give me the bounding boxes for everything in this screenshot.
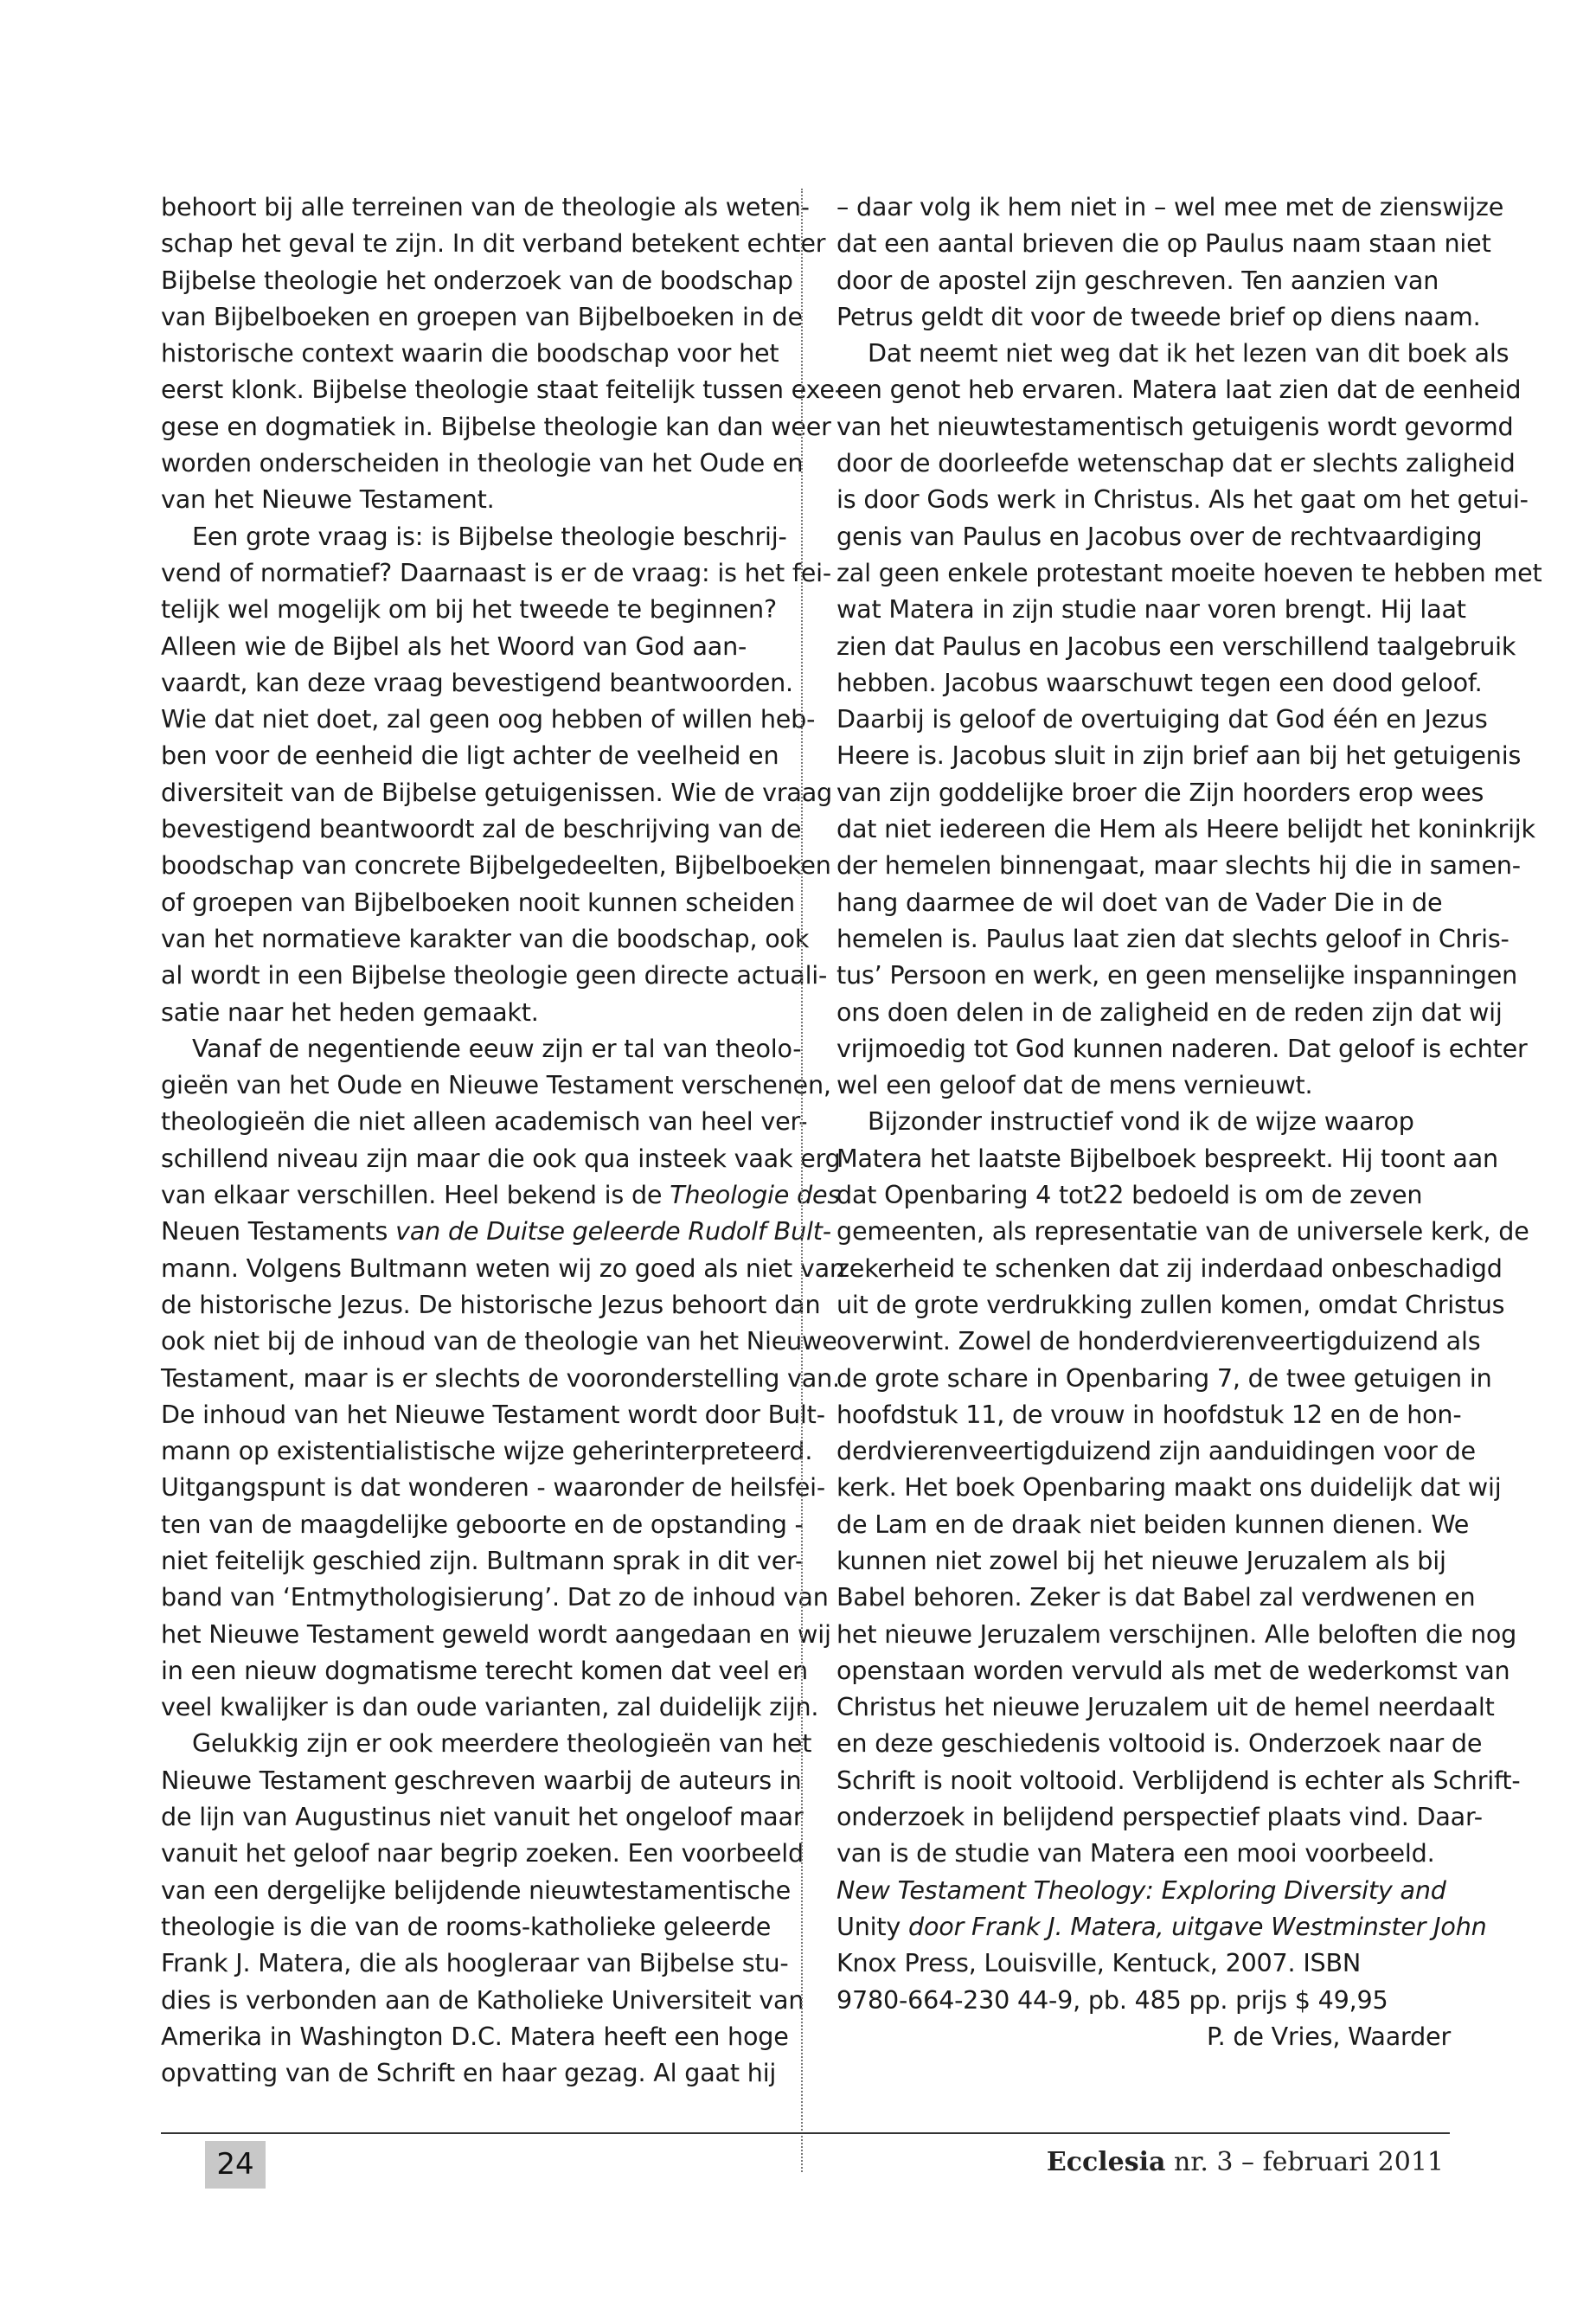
text-line: van elkaar verschillen. Heel bekend is de Theologie des (161, 1180, 841, 1210)
text-line: of groepen van Bijbelboeken nooit kunnen scheiden (161, 887, 795, 917)
text-line: hebben. Jacobus waarschuwt tegen een dood geloof. (836, 667, 1483, 697)
text-line: theologie is die van de rooms-katholieke geleerde (161, 1911, 772, 1941)
paragraph (836, 335, 1542, 1103)
text-line: boodschap van concrete Bijbelgedeelten, Bijbelboeken (161, 850, 831, 881)
paragraph (836, 1103, 1529, 1871)
text-line: dat niet iedereen die Hem als Heere belijdt het koninkrijk (836, 814, 1535, 844)
text-line: hemelen is. Paulus laat zien dat slechts geloof in Chris- (836, 923, 1509, 953)
left-column (161, 189, 845, 2091)
text-line: Babel behoren. Zeker is dat Babel zal verdwenen en (836, 1582, 1476, 1612)
text-line: wel een geloof dat de mens vernieuwt. (836, 1070, 1313, 1100)
text-line: theologieën die niet alleen academisch van heel ver- (161, 1106, 808, 1137)
paragraph (836, 189, 1504, 335)
text-line: wat Matera in zijn studie naar voren brengt. Hij laat (836, 594, 1466, 625)
text-line: Wie dat niet doet, zal geen oog hebben of willen heb- (161, 704, 816, 734)
text-line: vanuit het geloof naar begrip zoeken. Een voorbeeld (161, 1838, 804, 1868)
text-line: – daar volg ik hem niet in – wel mee met de zienswijze (836, 192, 1504, 221)
column-divider (801, 189, 803, 2172)
paragraph (161, 518, 832, 1030)
text-line: kunnen niet zowel bij het nieuwe Jeruzalem als bij (836, 1545, 1446, 1575)
text-line: een genot heb ervaren. Matera laat zien dat de eenheid (836, 375, 1522, 405)
issue-info: nr. 3 – februari 2011 (1165, 2147, 1444, 2177)
text-line: Schrift is nooit voltooid. Verblijdend is echter als Schrift- (836, 1765, 1521, 1795)
text-line: zien dat Paulus en Jacobus een verschillend taalgebruik (836, 631, 1516, 661)
text-line: derdvierenveertigduizend zijn aanduidingen voor de (836, 1436, 1476, 1466)
text-line: hang daarmee de wil doet van de Vader Die in de (836, 887, 1443, 917)
text-line: gese en dogmatiek in. Bijbelse theologie kan dan weer (161, 411, 831, 441)
text-line: onderzoek in belijdend perspectief plaats vind. Daar- (836, 1802, 1483, 1832)
text-line: Frank J. Matera, die als hoogleraar van Bijbelse stu- (161, 1948, 789, 1978)
text-line: Amerika in Washington D.C. Matera heeft een hoge (161, 2021, 789, 2051)
text-line: Heere is. Jacobus sluit in zijn brief aan bij het getuigenis (836, 740, 1522, 771)
text-line: zal geen enkele protestant moeite hoeven te hebben met (836, 557, 1542, 587)
text-line: Unity door Frank J. Matera, uitgave Westminster John (836, 1911, 1487, 1941)
text-line: Neuen Testaments van de Duitse geleerde Rudolf Bult- (161, 1216, 831, 1247)
text-line: genis van Paulus en Jacobus over de rechtvaardiging (836, 521, 1483, 551)
text-line: band van ‘Entmythologisierung’. Dat zo de inhoud van (161, 1582, 829, 1612)
text-line: de Lam en de draak niet beiden kunnen dienen. We (836, 1509, 1470, 1539)
text-line: Christus het nieuwe Jeruzalem uit de hemel neerdaalt (836, 1692, 1495, 1722)
right-column (836, 189, 1542, 2054)
text-line: Nieuwe Testament geschreven waarbij de auteurs in (161, 1765, 802, 1795)
paragraph (161, 1725, 812, 2091)
text-line: bevestigend beantwoordt zal de beschrijving van de (161, 814, 802, 844)
text-line: van het normatieve karakter van die boodschap, ook (161, 923, 810, 953)
text-line: worden onderscheiden in theologie van het Oude en (161, 448, 804, 478)
text-line: Bijbelse theologie het onderzoek van de boodschap (161, 265, 793, 295)
text-line: Uitgangspunt is dat wonderen - waaronder de heilsfei- (161, 1472, 826, 1503)
text-line: dat een aantal brieven die op Paulus naam staan niet (836, 228, 1491, 259)
page-number: 24 (205, 2141, 266, 2189)
text-line: vaardt, kan deze vraag bevestigend beantwoorden. (161, 667, 793, 697)
text-line: de grote schare in Openbaring 7, de twee getuigen in (836, 1362, 1492, 1393)
text-line: hoofdstuk 11, de vrouw in hoofdstuk 12 en de hon- (836, 1399, 1462, 1429)
text-line: satie naar het heden gemaakt. (161, 997, 539, 1027)
text-line: vrijmoedig tot God kunnen naderen. Dat geloof is echter (836, 1033, 1528, 1063)
book-review-info (836, 1872, 1487, 2054)
text-line: De inhoud van het Nieuwe Testament wordt door Bult- (161, 1399, 825, 1429)
footer-rule (161, 2132, 1450, 2134)
text-line: van het Nieuwe Testament. (161, 484, 495, 515)
text-line: vend of normatief? Daarnaast is er de vraag: is het fei- (161, 557, 831, 587)
text-line: van zijn goddelijke broer die Zijn hoorders erop wees (836, 777, 1484, 807)
text-line: der hemelen binnengaat, maar slechts hij die in samen- (836, 850, 1521, 881)
magazine-name: Ecclesia (1046, 2147, 1166, 2177)
paragraph (161, 189, 843, 518)
text-line: al wordt in een Bijbelse theologie geen directe actuali- (161, 960, 828, 990)
text-line: in een nieuw dogmatisme terecht komen dat veel en (161, 1655, 808, 1685)
text-line: door de apostel zijn geschreven. Ten aanzien van (836, 265, 1439, 295)
text-line: ten van de maagdelijke geboorte en de opstanding - (161, 1509, 804, 1539)
text-line: tus’ Persoon en werk, en geen menselijke inspanningen (836, 960, 1518, 990)
text-line: de historische Jezus. De historische Jezus behoort dan (161, 1289, 821, 1319)
paragraph (161, 1030, 845, 1726)
text-line: kerk. Het boek Openbaring maakt ons duidelijk dat wij (836, 1472, 1502, 1503)
text-line: Knox Press, Louisville, Kentuck, 2007. ISBN (836, 1948, 1362, 1978)
text-line: uit de grote verdrukking zullen komen, omdat Christus (836, 1289, 1505, 1319)
text-line: zekerheid te schenken dat zij inderdaad onbeschadigd (836, 1253, 1503, 1283)
text-line: ook niet bij de inhoud van de theologie van het Nieuwe (161, 1326, 837, 1356)
text-line: dat Openbaring 4 tot22 bedoeld is om de zeven (836, 1180, 1423, 1210)
text-line: behoort bij alle terreinen van de theologie als weten- (161, 192, 810, 221)
text-line: mann. Volgens Bultmann weten wij zo goed als niet van (161, 1253, 845, 1283)
text-line: van is de studie van Matera een mooi voorbeeld. (836, 1838, 1435, 1868)
text-line: is door Gods werk in Christus. Als het gaat om het getui- (836, 484, 1529, 515)
text-line: het nieuwe Jeruzalem verschijnen. Alle beloften die nog (836, 1618, 1517, 1649)
text-line: ben voor de eenheid die ligt achter de veelheid en (161, 740, 779, 771)
text-line: schillend niveau zijn maar die ook qua insteek vaak erg (161, 1143, 841, 1173)
text-line: dies is verbonden aan de Katholieke Universiteit van (161, 1984, 804, 2015)
text-line: veel kwalijker is dan oude varianten, zal duidelijk zijn. (161, 1692, 819, 1722)
text-line: New Testament Theology: Exploring Diversity and (836, 1875, 1446, 1905)
text-line: Alleen wie de Bijbel als het Woord van God aan- (161, 631, 747, 661)
footer-issue (1047, 2147, 1444, 2177)
text-line: telijk wel mogelijk om bij het tweede te beginnen? (161, 594, 777, 625)
text-line: gemeenten, als representatie van de universele kerk, de (836, 1216, 1529, 1247)
text-line: en deze geschiedenis voltooid is. Onderzoek naar de (836, 1728, 1483, 1759)
text-line: Bijzonder instructief vond ik de wijze waarop (868, 1106, 1414, 1137)
text-line: Dat neemt niet weg dat ik het lezen van dit boek als (868, 338, 1509, 369)
text-line: opvatting van de Schrift en haar gezag. Al gaat hij (161, 2058, 777, 2088)
text-line: diversiteit van de Bijbelse getuigenissen. Wie de vraag (161, 777, 832, 807)
text-line: historische context waarin die boodschap voor het (161, 338, 779, 369)
text-line: Vanaf de negentiende eeuw zijn er tal van theolo- (192, 1033, 802, 1063)
text-line: ons doen delen in de zaligheid en de reden zijn dat wij (836, 997, 1503, 1027)
text-line: eerst klonk. Bijbelse theologie staat feitelijk tussen exe- (161, 375, 843, 405)
text-line: van een dergelijke belijdende nieuwtestamentische (161, 1875, 791, 1905)
text-line: Een grote vraag is: is Bijbelse theologie beschrij- (192, 521, 787, 551)
text-line: 9780-664-230 44-9, pb. 485 pp. prijs $ 49,95 (836, 1984, 1388, 2015)
text-line: Testament, maar is er slechts de vooronderstelling van. (161, 1362, 840, 1393)
text-line: het Nieuwe Testament geweld wordt aangedaan en wij (161, 1618, 831, 1649)
text-line: niet feitelijk geschied zijn. Bultmann sprak in dit ver- (161, 1545, 804, 1575)
text-line: overwint. Zowel de honderdvierenveertigduizend als (836, 1326, 1481, 1356)
text-line: schap het geval te zijn. In dit verband betekent echter (161, 228, 826, 259)
text-line: openstaan worden vervuld als met de wederkomst van (836, 1655, 1510, 1685)
text-line: van Bijbelboeken en groepen van Bijbelboeken in de (161, 301, 803, 331)
text-line: de lijn van Augustinus niet vanuit het ongeloof maar (161, 1802, 804, 1832)
text-line: mann op existentialistische wijze geherinterpreteerd. (161, 1436, 813, 1466)
text-line: door de doorleefde wetenschap dat er slechts zaligheid (836, 448, 1516, 478)
reviewer-signature: P. de Vries, Waarder (1207, 2021, 1451, 2051)
text-line: Gelukkig zijn er ook meerdere theologieën van het (192, 1728, 812, 1759)
text-line: Matera het laatste Bijbelboek bespreekt. Hij toont aan (836, 1143, 1498, 1173)
text-line: van het nieuwtestamentisch getuigenis wordt gevormd (836, 411, 1514, 441)
text-line: Daarbij is geloof de overtuiging dat God één en Jezus (836, 704, 1488, 734)
text-line: Petrus geldt dit voor de tweede brief op diens naam. (836, 301, 1481, 331)
text-line: gieën van het Oude en Nieuwe Testament verschenen, (161, 1070, 831, 1100)
